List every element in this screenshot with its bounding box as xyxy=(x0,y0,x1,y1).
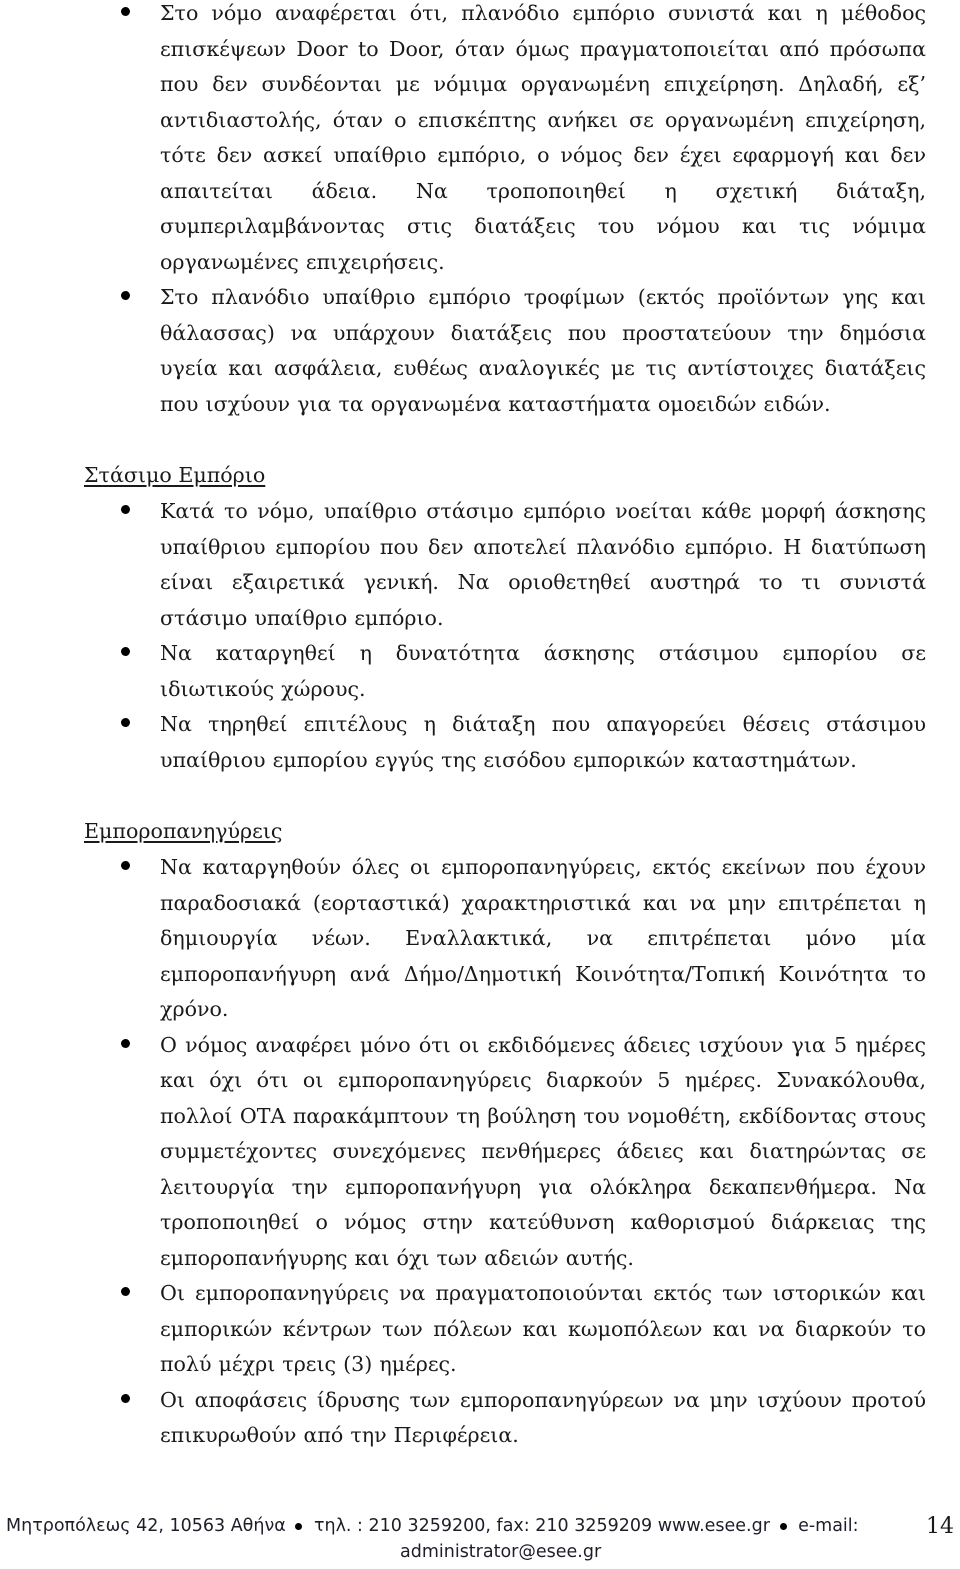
bullet-icon xyxy=(121,1394,130,1403)
footer-address: Μητροπόλεως 42, 10563 Αθήνα xyxy=(6,1516,286,1536)
footer-contact-line xyxy=(6,1516,859,1536)
list-item-text: Να καταργηθεί η δυνατότητα άσκησης στάσιμου εμπορίου σε ιδιωτικούς χώρους. xyxy=(160,641,926,701)
list-item xyxy=(0,850,960,1028)
separator-dot-icon xyxy=(780,1523,787,1530)
footer-website-link[interactable]: www.esee.gr xyxy=(657,1516,770,1536)
bullet-icon xyxy=(121,505,130,514)
bullet-icon xyxy=(121,1039,130,1048)
bullet-icon xyxy=(121,861,130,870)
section-heading-fairs: Εμποροπανηγύρεις xyxy=(84,819,283,843)
footer-email-link[interactable]: administrator@esee.gr xyxy=(400,1542,602,1562)
list-item xyxy=(0,1276,960,1383)
list-item-text: Να τηρηθεί επιτέλους η διάταξη που απαγορεύει θέσεις στάσιμου υπαίθριου εμπορίου εγγύς της εισόδου εμπορικών καταστημάτων. xyxy=(160,712,926,772)
section-heading-stationary: Στάσιμο Εμπόριο xyxy=(84,463,266,487)
list-item xyxy=(0,707,960,778)
list-item xyxy=(0,0,960,280)
list-item xyxy=(0,280,960,422)
footer-phone: τηλ. : 210 3259200, fax: 210 3259209 xyxy=(313,1516,653,1536)
list-item-text: Ο νόμος αναφέρει μόνο ότι οι εκδιδόμενες άδειες ισχύουν για 5 ημέρες και όχι ότι οι εμποροπανηγύρεις διαρκούν 5 ημέρες. Συνακόλουθα, πολλοί ΟΤΑ παρακάμπτουν τη βούληση του νομοθέτη, εκδίδοντας στους συμμετέχοντες συνεχόμενες πενθήμερες άδειες και διατηρώντας σε λειτουργία την εμποροπανήγυρη για ολόκληρα δεκαπενθήμερα. Να τροποποιηθεί ο νόμος στην κατεύθυνση καθορισμού διάρκειας της εμποροπανήγυρης και όχι των αδειών αυτής. xyxy=(160,1032,926,1270)
list-item-text: Οι αποφάσεις ίδρυσης των εμποροπανηγύρεων να μην ισχύουν προτού επικυρωθούν από την Περιφέρεια. xyxy=(160,1387,926,1447)
separator-dot-icon xyxy=(295,1523,302,1530)
list-item-text: Στο πλανόδιο υπαίθριο εμπόριο τροφίμων (εκτός προϊόντων γης και θάλασσας) να υπάρχουν διατάξεις που προστατεύουν την δημόσια υγεία και ασφάλεια, ευθέως αναλογικές με τις αντίστοιχες διατάξεις που ισχύουν για τα οργανωμένα καταστήματα ομοειδών ειδών. xyxy=(160,285,926,416)
stationary-list xyxy=(0,494,960,778)
bullet-icon xyxy=(121,7,130,16)
footer-email-line xyxy=(400,1542,601,1562)
list-item xyxy=(0,636,960,707)
list-item-text: Οι εμποροπανηγύρεις να πραγματοποιούνται εκτός των ιστορικών και εμπορικών κέντρων των πόλεων και κωμοπόλεων και να διαρκούν το πολύ μέχρι τρεις (3) ημέρες. xyxy=(160,1281,926,1376)
page-footer xyxy=(0,1512,960,1569)
bullet-icon xyxy=(121,647,130,656)
page-number: 14 xyxy=(926,1514,954,1539)
bullet-icon xyxy=(121,718,130,727)
list-item xyxy=(0,1028,960,1277)
bullet-icon xyxy=(121,1287,130,1296)
bullet-icon xyxy=(121,291,130,300)
list-item-text: Κατά το νόμο, υπαίθριο στάσιμο εμπόριο νοείται κάθε μορφή άσκησης υπαίθριου εμπορίου που δεν αποτελεί πλανόδιο εμπόριο. Η διατύπωση είναι εξαιρετικά γενική. Να οριοθετηθεί αυστηρά το τι συνιστά στάσιμο υπαίθριο εμπόριο. xyxy=(160,499,926,630)
footer-email-label: e-mail: xyxy=(798,1516,859,1536)
fairs-list xyxy=(0,850,960,1454)
list-item-text: Να καταργηθούν όλες οι εμποροπανηγύρεις, εκτός εκείνων που έχουν παραδοσιακά (εορταστικά) χαρακτηριστικά και να μην επιτρέπεται η δημιουργία νέων. Εναλλακτικά, να επιτρέπεται μόνο μία εμποροπανήγυρη ανά Δήμο/Δημοτική Κοινότητα/Τοπική Κοινότητα το χρόνο. xyxy=(160,855,926,1021)
list-item xyxy=(0,494,960,636)
list-item-text: Στο νόμο αναφέρεται ότι, πλανόδιο εμπόριο συνιστά και η μέθοδος επισκέψεων Door to Door, όταν όμως πραγματοποιείται από πρόσωπα που δεν συνδέονται με νόμιμα οργανωμένη επιχείρηση. Δηλαδή, εξ’ αντιδιαστολής, όταν ο επισκέπτης ανήκει σε οργανωμένη επιχείρηση, τότε δεν ασκεί υπαίθριο εμπόριο, ο νόμος δεν έχει εφαρμογή και δεν απαιτείται άδεια. Να τροποποιηθεί η σχετική διάταξη, συμπεριλαμβάνοντας στις διατάξεις του νόμου και τις νόμιμα οργανωμένες επιχειρήσεις. xyxy=(160,1,926,274)
list-item xyxy=(0,1383,960,1454)
intro-list xyxy=(0,0,960,422)
